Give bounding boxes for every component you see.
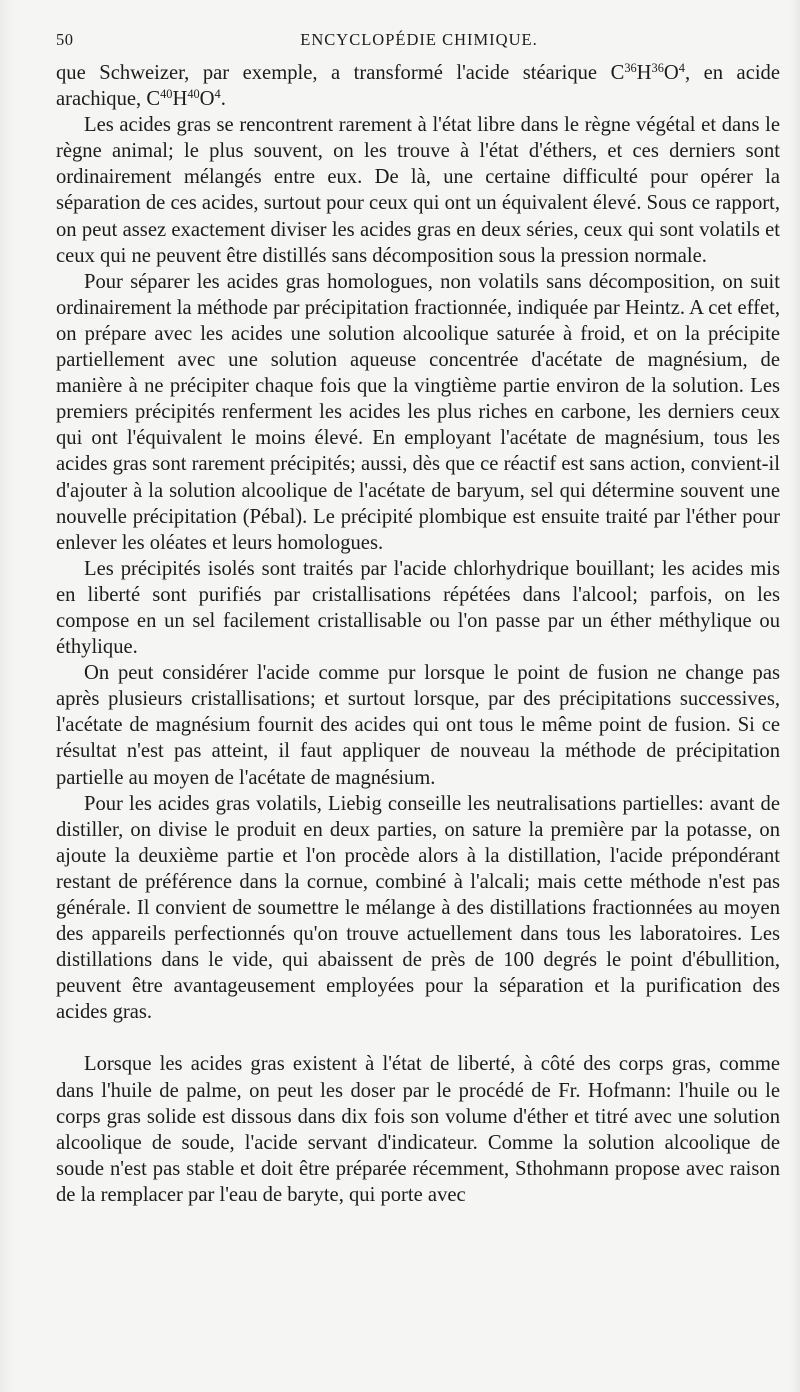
page-number: 50 <box>56 30 74 49</box>
paragraph-3: Pour séparer les acides gras homologues, non volatils sans décomposition, on suit ordinairement la méthode par précipitation fractionnée, indiquée par Heintz. A cet effet, on prépare avec les acides une solution alcoolique saturée à froid, et on la précipite partiellement avec une solution aqueuse concentrée d'acétate de magnésium, de manière à ne précipiter chaque fois que la vingtième partie environ de la solution. Les premiers précipités renferment les acides les plus riches en carbone, les derniers ceux qui ont l'équivalent le moins élevé. En employant l'acétate de magnésium, tous les acides gras sont rarement précipités; aussi, dès que ce réactif est sans action, convient-il d'ajouter à la solution alcoolique de l'acétate de baryum, sel qui détermine souvent une nouvelle précipitation (Pébal). Le précipité plombique est ensuite traité par l'éther pour enlever les oléates et leurs homologues. <box>56 270 780 554</box>
paragraph-1: que Schweizer, par exemple, a transformé l'acide stéarique $C^{36}H^{36}O^4$, en acide arachique, $C^{40}H^{40}O^4$. <box>56 61 780 111</box>
paragraph-2: Les acides gras se rencontrent rarement à l'état libre dans le règne végétal et dans le règne animal; le plus souvent, on les trouve à l'état d'éthers, et ces derniers sont ordinairement mélangés entre eux. De là, une certaine difficulté pour opérer la séparation de ces acides, surtout pour ceux qui ont un équivalent élevé. Sous ce rapport, on peut assez exactement diviser les acides gras en deux séries, ceux qui sont volatils et ceux qui ne peuvent être distillés sans décomposition sous la pression normale. <box>56 114 780 267</box>
paragraph-6: Pour les acides gras volatils, Liebig conseille les neutralisations partielles: avant de distiller, on divise le produit en deux parties, on sature la première par la potasse, on ajoute la deuxième partie et l'on procède alors à la distillation, l'acide prépondérant restant de préférence dans la cornue, combiné à l'alcali; mais cette méthode n'est pas générale. Il convient de soumettre le mélange à des distillations fractionnées au moyen des appareils perfectionnés qu'on trouve actuellement dans tous les laboratoires. Les distillations dans le vide, qui abaissent de près de 100 degrés le point d'ébullition, peuvent être avantageusement employées pour la séparation et la purification des acides gras. <box>56 792 780 1024</box>
paragraph-5: On peut considérer l'acide comme pur lorsque le point de fusion ne change pas après plusieurs cristallisations; et surtout lorsque, par des précipitations successives, l'acétate de magnésium fournit des acides qui ont tous le même point de fusion. Si ce résultat n'est pas atteint, il faut appliquer de nouveau la méthode de précipitation partielle au moyen de l'acétate de magnésium. <box>56 662 780 789</box>
paragraph-4: Les précipités isolés sont traités par l'acide chlorhydrique bouillant; les acides mis en liberté sont purifiés par cristallisations répétées dans l'alcool; parfois, on les compose en un sel facilement cristallisable ou l'on passe par un éther méthylique ou éthylique. <box>56 557 780 659</box>
body-text <box>56 60 780 1208</box>
running-title: ENCYCLOPÉDIE CHIMIQUE. <box>300 30 538 49</box>
paragraph-7: Lorsque les acides gras existent à l'état de liberté, à côté des corps gras, comme dans l'huile de palme, on peut les doser par le procédé de Fr. Hofmann: l'huile ou le corps gras solide est dissous dans dix fois son volume d'éther et titré avec une solution alcoolique de soude, l'acide servant d'indicateur. Comme la solution alcoolique de soude n'est pas stable et doit être préparée récemment, Sthohmann propose avec raison de la remplacer par l'eau de baryte, qui porte avec <box>56 1053 780 1206</box>
running-header <box>56 30 782 54</box>
